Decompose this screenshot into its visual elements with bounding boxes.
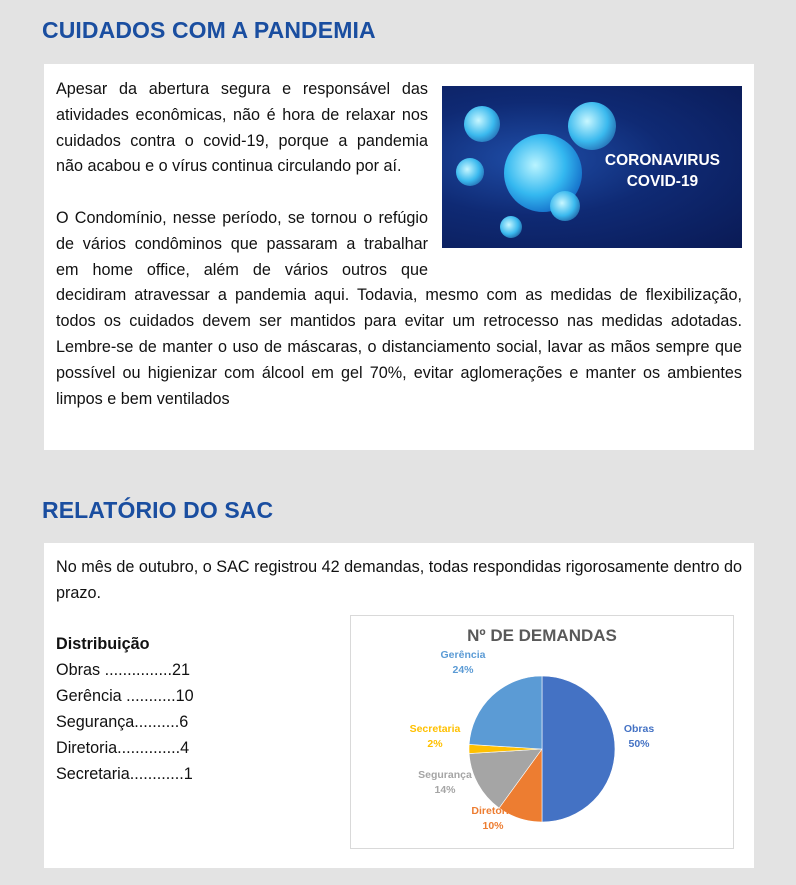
distribution-item: Diretoria..............4 [56,739,190,757]
pie-label-value: 2% [427,738,443,750]
pie-label-value: 50% [628,738,650,750]
section-title-pandemia: CUIDADOS COM A PANDEMIA [42,17,376,43]
pandemia-paragraph-2: O Condomínio, nesse período, se tornou o refúgio de vários condôminos que passaram a trabalhar em home office, além de vários outros que decidiram atravessar a pandemia aqui. Todavia, mesmo com as medidas de flexibilização, todos os cuidados devem ser mantidos para evitar um retrocesso nas medidas adotadas. Lembre-se de manter o uso de máscaras, o distanciamento social, lavar as mãos sempre que possível ou higienizar com álcool em gel 70%, evitar aglomerações e manter os ambientes limpos e bem ventilados [56,208,742,408]
pie-label-name: Segurança [418,769,472,781]
distribution-item: Gerência ...........10 [56,687,194,705]
pie-label-gerência [423,648,503,678]
pie-label-name: Diretoria [471,805,515,817]
pie-label-value: 14% [434,784,456,796]
distribution-list [56,631,194,787]
pie-label-diretoria [453,804,533,834]
demand-pie-chart [350,615,734,849]
chart-title: Nº DE DEMANDAS [467,626,617,645]
virus-illustration [550,191,580,221]
distribution-item: Obras ...............21 [56,661,191,679]
banner-caption-line1: CORONAVIRUS [604,152,720,169]
coronavirus-banner-image [442,86,742,248]
virus-illustration [464,106,500,142]
distribution-item: Segurança..........6 [56,713,189,731]
pie-label-secretaria [395,722,475,752]
banner-caption [605,150,720,192]
pie-label-segurança [405,768,485,798]
pandemia-paragraph-1: Apesar da abertura segura e responsável das atividades econômicas, não é hora de relaxar nos cuidados contra o covid-19, porque a pandemia não acabou e o vírus continua circulando por aí. [56,80,428,176]
sac-intro: No mês de outubro, o SAC registrou 42 demandas, todas respondidas rigorosamente dentro do prazo. [56,558,742,602]
distribution-heading: Distribuição [56,635,150,653]
section-title-sac: RELATÓRIO DO SAC [42,497,274,523]
pie-label-value: 10% [482,820,504,832]
pandemia-panel [44,64,754,450]
pie-slice-gerência [469,676,542,749]
virus-illustration [500,216,522,238]
banner-caption-line2: COVID-19 [626,173,699,190]
pie-label-name: Gerência [440,649,486,661]
virus-illustration [568,102,616,150]
pie-label-name: Obras [623,723,655,735]
distribution-item: Secretaria............1 [56,765,193,783]
sac-panel [44,543,754,868]
pie-label-value: 24% [452,664,474,676]
virus-illustration [456,158,484,186]
pie-label-obras [599,722,679,752]
pie-label-name: Secretaria [409,723,461,735]
pandemia-article [56,77,742,412]
